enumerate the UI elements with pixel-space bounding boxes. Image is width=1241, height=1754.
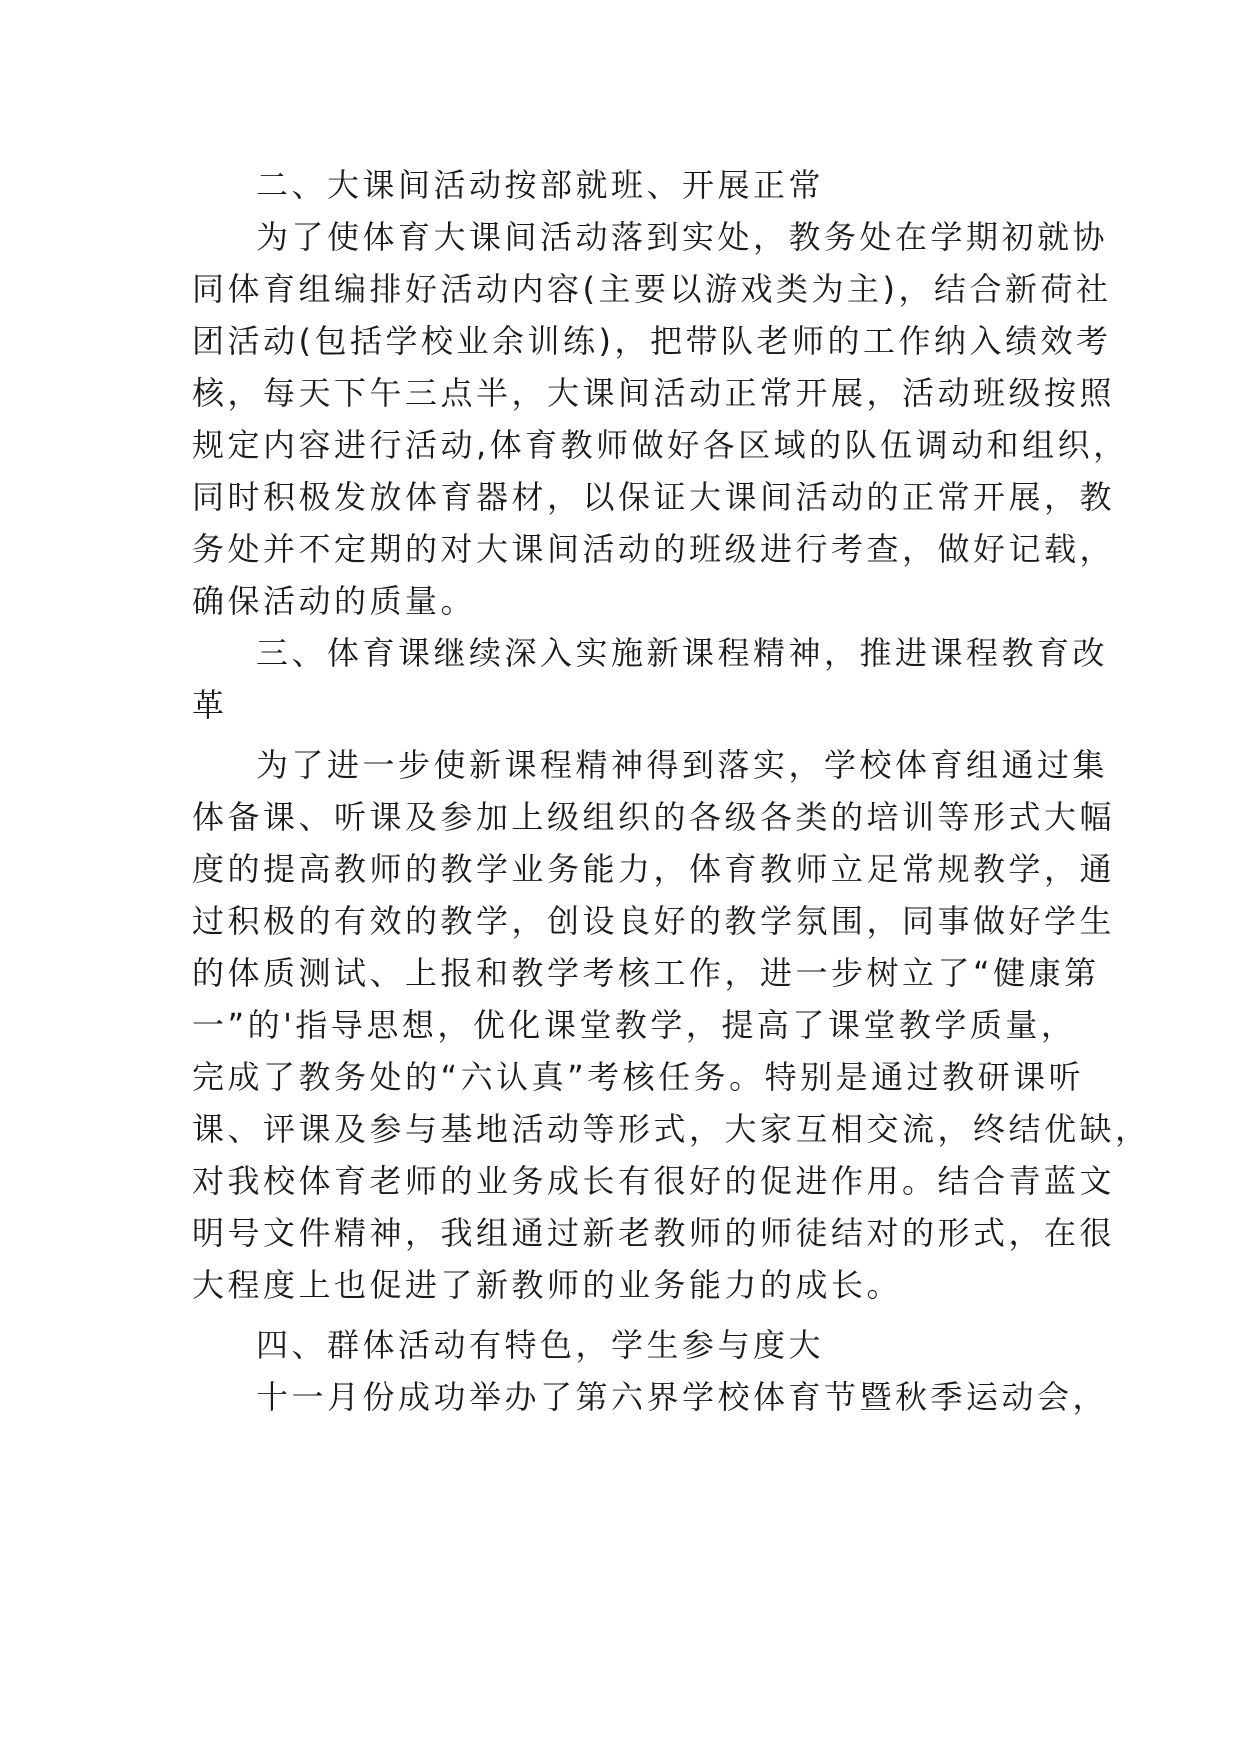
paragraph-line: 规定内容进行活动,体育教师做好各区域的队伍调动和组织， xyxy=(192,426,1129,464)
paragraph-line: 度的提高教师的教学业务能力，体育教师立足常规教学，通 xyxy=(192,850,1116,888)
section-heading-3: 三、体育课继续深入实施新课程精神，推进课程教育改 xyxy=(256,634,1109,672)
paragraph-line: 大程度上也促进了新教师的业务能力的成长。 xyxy=(192,1266,903,1304)
paragraph-line: 团活动(包括学校业余训练)，把带队老师的工作纳入绩效考 xyxy=(192,322,1112,360)
section-heading-3-continued: 革 xyxy=(192,686,228,724)
paragraph-line: 课、评课及参与基地活动等形式，大家互相交流，终结优缺， xyxy=(192,1110,1151,1148)
paragraph-line: 确保活动的质量。 xyxy=(192,582,477,620)
paragraph-line: 的体质测试、上报和教学考核工作，进一步树立了“健康第 xyxy=(192,954,1100,992)
paragraph-line: 为了使体育大课间活动落到实处，教务处在学期初就协 xyxy=(256,218,1109,256)
paragraph-line: 体备课、听课及参加上级组织的各级各类的培训等形式大幅 xyxy=(192,798,1116,836)
paragraph-line: 对我校体育老师的业务成长有很好的促进作用。结合青蓝文 xyxy=(192,1162,1116,1200)
paragraph-line: 完成了教务处的“六认真”考核任务。特别是通过教研课听 xyxy=(192,1058,1085,1096)
section-heading-2: 二、大课间活动按部就班、开展正常 xyxy=(256,166,825,204)
paragraph-line: 同体育组编排好活动内容(主要以游戏类为主)，结合新荷社 xyxy=(192,270,1112,308)
paragraph-line: 核，每天下午三点半，大课间活动正常开展，活动班级按照 xyxy=(192,374,1116,412)
paragraph-line: 为了进一步使新课程精神得到落实，学校体育组通过集 xyxy=(256,746,1109,784)
paragraph-line: 务处并不定期的对大课间活动的班级进行考查，做好记载， xyxy=(192,530,1116,568)
paragraph-line: 同时积极发放体育器材，以保证大课间活动的正常开展，教 xyxy=(192,478,1116,516)
paragraph-line: 过积极的有效的教学，创设良好的教学氛围，同事做好学生 xyxy=(192,902,1116,940)
paragraph-line: 明号文件精神，我组通过新老教师的师徒结对的形式，在很 xyxy=(192,1214,1116,1252)
paragraph-line: 一”的'指导思想，优化课堂教学，提高了课堂教学质量， xyxy=(192,1006,1077,1044)
section-heading-4: 四、群体活动有特色，学生参与度大 xyxy=(256,1326,825,1364)
paragraph-line: 十一月份成功举办了第六界学校体育节暨秋季运动会， xyxy=(256,1378,1109,1416)
